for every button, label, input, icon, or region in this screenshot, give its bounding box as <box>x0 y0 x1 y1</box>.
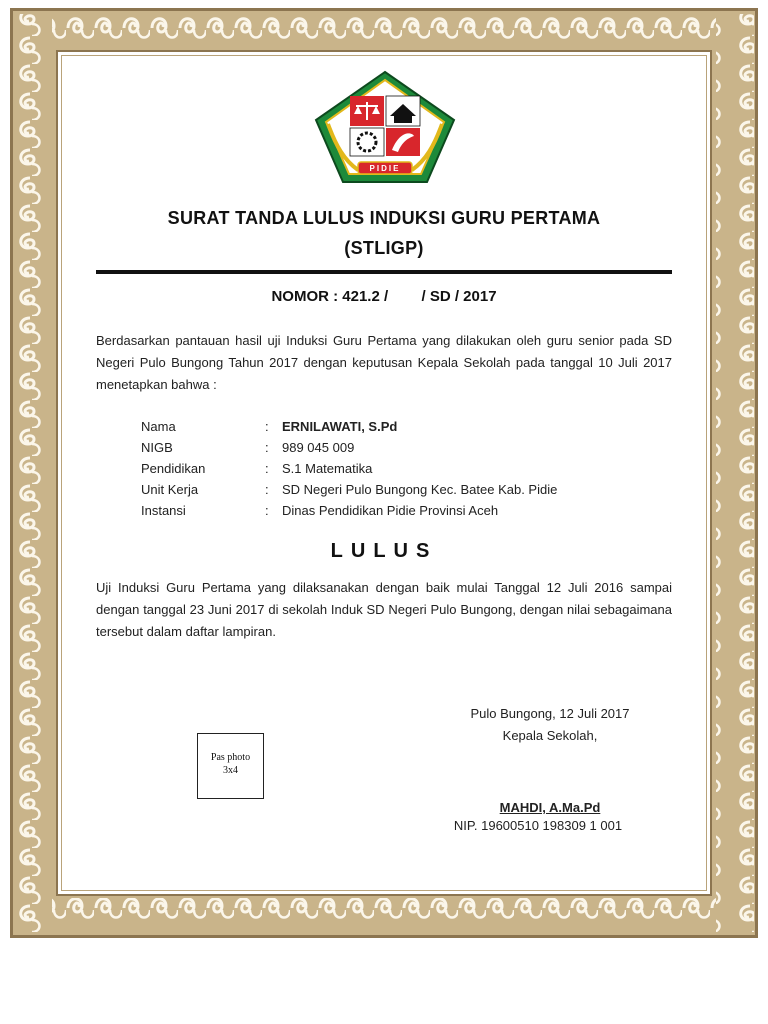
signatory-nip: NIP. 19600510 198309 1 001 <box>453 818 623 833</box>
detail-separator: : <box>265 419 269 434</box>
detail-value: 989 045 009 <box>282 440 355 455</box>
intro-paragraph: Berdasarkan pantauan hasil uji Induksi Guru Pertama yang dilakukan oleh guru senior pada SD Negeri Pulo Bungong Tahun 2017 dengan keputusan Kepala Sekolah pada tanggal 10 Juli 2017 menetapkan bahwa : <box>96 333 672 392</box>
certificate-subtitle: (STLIGP) <box>344 238 424 258</box>
photo-placeholder <box>197 733 264 799</box>
detail-separator: : <box>265 440 269 455</box>
detail-label: Unit Kerja <box>141 482 199 497</box>
detail-row-nigb <box>141 437 354 458</box>
detail-value: ERNILAWATI, S.Pd <box>282 419 398 434</box>
detail-row-nama <box>141 416 397 437</box>
svg-text:PIDIE: PIDIE <box>369 164 401 173</box>
detail-value: SD Negeri Pulo Bungong Kec. Batee Kab. Pidie <box>282 482 558 497</box>
detail-value: S.1 Matematika <box>282 461 373 476</box>
detail-label: Nama <box>141 419 176 434</box>
photo-label: Pas photo <box>210 752 251 763</box>
photo-size: 3x4 <box>223 765 238 776</box>
detail-separator: : <box>265 461 269 476</box>
title-divider <box>96 270 672 274</box>
result-heading: LULUS <box>330 540 438 562</box>
signature-position: Kepala Sekolah, <box>502 728 598 743</box>
body-paragraph: Uji Induksi Guru Pertama yang dilaksanakan dengan baik mulai Tanggal 12 Juli 2016 sampai dengan tanggal 23 Juni 2017 di sekolah Induk SD Negeri Pulo Bungong, dengan nilai sebagaimana tersebut dalam daftar lampiran. <box>96 580 672 639</box>
detail-label: NIGB <box>141 440 173 455</box>
detail-separator: : <box>265 503 269 518</box>
document-number: NOMOR : 421.2 / / SD / 2017 <box>271 288 497 305</box>
detail-row-pendidikan <box>141 458 372 479</box>
signatory-name <box>420 800 680 815</box>
detail-row-unit-kerja <box>141 479 557 500</box>
detail-label: Pendidikan <box>141 461 206 476</box>
signatory-name-text: MAHDI, A.Ma.Pd <box>499 800 601 815</box>
detail-value: Dinas Pendidikan Pidie Provinsi Aceh <box>282 503 499 518</box>
detail-row-instansi <box>141 500 498 521</box>
detail-separator: : <box>265 482 269 497</box>
certificate-title: SURAT TANDA LULUS INDUKSI GURU PERTAMA <box>167 208 601 228</box>
pidie-regency-emblem <box>314 70 456 184</box>
signature-place-date: Pulo Bungong, 12 Juli 2017 <box>470 706 630 721</box>
detail-label: Instansi <box>141 503 186 518</box>
